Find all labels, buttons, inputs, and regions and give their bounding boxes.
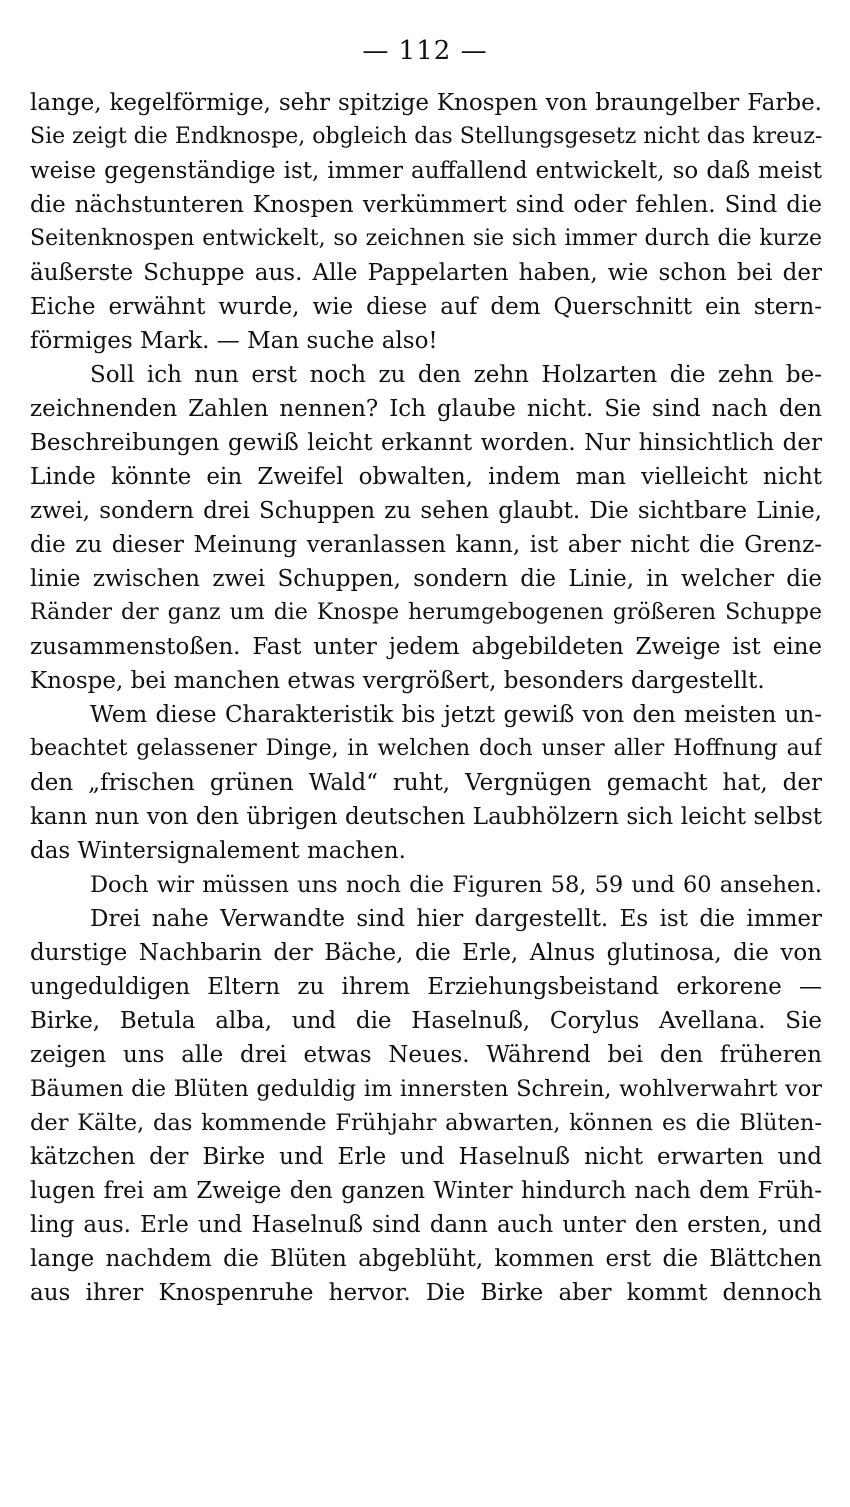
text-line: zeichnenden Zahlen nennen? Ich glaube nicht. Sie sind nach den [30, 396, 822, 422]
text-line: Seitenknospen entwickelt, so zeichnen sie sich immer durch die kurze [30, 226, 822, 251]
text-line: Drei nahe Verwandte sind hier dargestellt. Es ist die immer [90, 906, 822, 932]
text-line: der Kälte, das kommende Frühjahr abwarten, können es die Blüten- [30, 1110, 822, 1136]
text-line: weise gegenständige ist, immer auffallend entwickelt, so daß meist [30, 158, 822, 184]
text-line: förmiges Mark. — Man suche also! [30, 328, 438, 354]
text-line: die nächstunteren Knospen verkümmert sind oder fehlen. Sind die [30, 192, 822, 218]
text-line: Eiche erwähnt wurde, wie diese auf dem Querschnitt ein stern- [30, 294, 822, 320]
text-line: Bäumen die Blüten geduldig im innersten Schrein, wohlverwahrt vor [30, 1076, 822, 1102]
text-line: lange, kegelförmige, sehr spitzige Knospen von braungelber Farbe. [30, 90, 822, 116]
text-line: lugen frei am Zweige den ganzen Winter hindurch nach dem Früh- [30, 1178, 822, 1204]
text-line: durstige Nachbarin der Bäche, die Erle, Alnus glutinosa, die von [30, 940, 822, 966]
text-line: lange nachdem die Blüten abgeblüht, kommen erst die Blättchen [30, 1246, 822, 1272]
text-line: kann nun von den übrigen deutschen Laubhölzern sich leicht selbst [30, 804, 822, 830]
text-line: den „frischen grünen Wald“ ruht, Vergnügen gemacht hat, der [30, 770, 822, 796]
text-line: Linde könnte ein Zweifel obwalten, indem man vielleicht nicht [30, 464, 822, 490]
text-line: kätzchen der Birke und Erle und Haselnuß nicht erwarten und [30, 1144, 822, 1170]
text-line: beachtet gelassener Dinge, in welchen doch unser aller Hoffnung auf [30, 736, 822, 761]
text-line: ling aus. Erle und Haselnuß sind dann auch unter den ersten, und [30, 1212, 822, 1238]
text-line: Knospe, bei manchen etwas vergrößert, besonders dargestellt. [30, 668, 765, 694]
text-line: linie zwischen zwei Schuppen, sondern die Linie, in welcher die [30, 566, 822, 592]
text-line: zusammenstoßen. Fast unter jedem abgebildeten Zweige ist eine [30, 634, 822, 660]
text-line: äußerste Schuppe aus. Alle Pappelarten haben, wie schon bei der [30, 260, 822, 286]
page-number: — 112 — [362, 36, 488, 66]
text-line: zeigen uns alle drei etwas Neues. Während bei den früheren [30, 1042, 822, 1068]
text-line: Ränder der ganz um die Knospe herumgebogenen größeren Schuppe [30, 600, 822, 625]
text-line: zwei, sondern drei Schuppen zu sehen glaubt. Die sichtbare Linie, [30, 498, 822, 524]
text-line: Birke, Betula alba, und die Haselnuß, Corylus Avellana. Sie [30, 1008, 822, 1034]
text-line: Doch wir müssen uns noch die Figuren 58, 59 und 60 ansehen. [90, 872, 822, 898]
text-line: ungeduldigen Eltern zu ihrem Erziehungsbeistand erkorene — [30, 974, 822, 1000]
text-line: Soll ich nun erst noch zu den zehn Holzarten die zehn be- [90, 362, 822, 388]
text-line: Wem diese Charakteristik bis jetzt gewiß von den meisten un- [90, 702, 822, 728]
text-line: die zu dieser Meinung veranlassen kann, ist aber nicht die Grenz- [30, 532, 822, 558]
text-line: aus ihrer Knospenruhe hervor. Die Birke aber kommt dennoch [30, 1280, 822, 1306]
text-line: das Wintersignalement machen. [30, 838, 406, 864]
text-line: Sie zeigt die Endknospe, obgleich das Stellungsgesetz nicht das kreuz- [30, 124, 822, 149]
text-line: Beschreibungen gewiß leicht erkannt worden. Nur hinsichtlich der [30, 430, 822, 456]
body-text [30, 86, 822, 1310]
